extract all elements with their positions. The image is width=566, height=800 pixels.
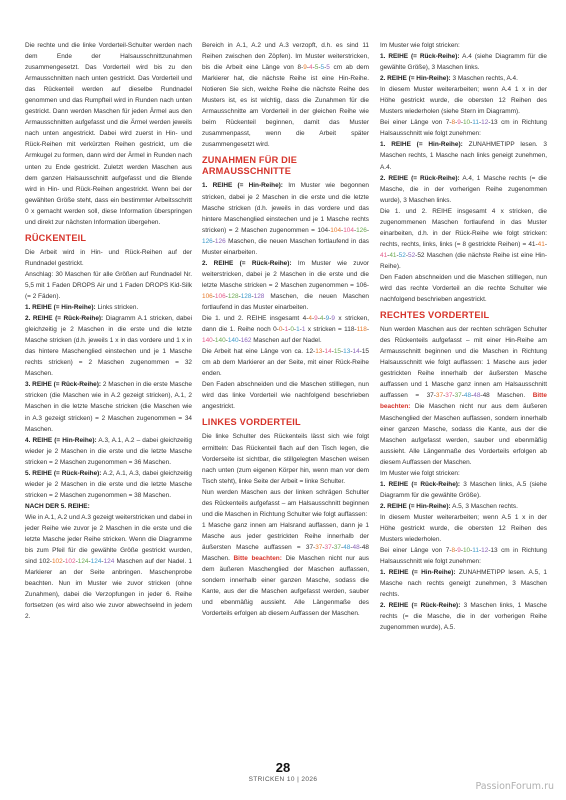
size-value: 104 — [330, 226, 342, 234]
text-run: - — [301, 64, 304, 72]
attention-note: Bitte beachten: — [233, 554, 282, 562]
size-value: 140 — [227, 337, 239, 345]
size-value: 37 — [324, 543, 332, 551]
paragraph — [380, 206, 547, 272]
size-value: 10 — [462, 547, 471, 555]
size-value: 37 — [333, 543, 342, 551]
paragraph — [202, 346, 369, 379]
text-run: A.5, 3 Maschen rechts. — [450, 502, 518, 510]
watermark: PassionForum.ru — [475, 781, 554, 792]
text-run: - — [415, 251, 418, 259]
text-run: Bei einer Länge von — [380, 547, 446, 555]
text-run: - — [212, 337, 215, 345]
text-run: - — [276, 326, 279, 334]
size-value: 126 — [214, 237, 226, 245]
paragraph — [202, 487, 369, 520]
text-run: - — [350, 543, 353, 551]
text-column-2 — [202, 40, 369, 619]
size-value: 102 — [64, 558, 76, 566]
text-run: - — [238, 337, 241, 345]
text-run: - — [433, 392, 436, 400]
size-value: 1 — [296, 326, 300, 334]
paragraph — [380, 600, 547, 633]
text-run: - — [306, 64, 309, 72]
text-run: - — [353, 226, 357, 234]
size-value: 140 — [214, 337, 226, 345]
paragraph — [202, 180, 369, 257]
text-run: In diesem Muster weiterarbeiten; wenn A.4 1 x in der Höhe gestrickt wurde, die obersten 12 Reihen des Musters wiederholen (siehe Stern im Diagramm). — [380, 86, 547, 116]
row-label: 2. REIHE (= Rück-Reihe): — [380, 602, 461, 610]
text-run: 3 Maschen links, A.5 (siehe Diagramm für die gewählte Größe). — [380, 480, 547, 499]
magazine-issue-label: STRICKEN 10 | 2026 — [248, 776, 318, 783]
size-value: 5 — [314, 64, 319, 72]
text-run: - — [478, 547, 482, 555]
size-value: 4 — [309, 64, 313, 72]
size-value: 0 — [273, 326, 277, 334]
text-run: - — [544, 240, 547, 248]
text-run: - — [299, 326, 302, 334]
text-run: - — [62, 558, 65, 566]
size-value: 52 — [407, 251, 416, 259]
row-label: 2. REIHE (= Rück-Reihe): — [380, 174, 460, 182]
text-run: Die 1. und 2. REIHE insgesamt 4 x stricken, die zugenommenen Maschen fortlaufend in das Muster einarbeiten, d.h. in der Rück-Reihe wie folgt stricken: rechts, rechts, links, links (= 8 gestrickte Reihen) = — [380, 207, 547, 248]
size-value: 52 — [398, 251, 406, 259]
text-run: Anschlag: 30 Maschen für alle Größen auf Rundnadel Nr. 5,5 mit 1 Faden DROPS Air und 1 Faden DROPS Kid-Silk (= 2 Fäden). — [25, 270, 192, 300]
size-value: 124 — [103, 558, 115, 566]
text-run: - — [405, 251, 408, 259]
size-value: 128 — [253, 292, 265, 300]
text-run: Links stricken. — [95, 304, 139, 312]
text-run: - — [366, 226, 369, 234]
text-run: - — [449, 547, 452, 555]
size-value: 12 — [481, 119, 489, 127]
text-run: - — [359, 348, 362, 356]
size-value: 126 — [202, 237, 213, 245]
text-run: - — [88, 558, 91, 566]
row-label: 1. REIHE (= Hin-Reihe): — [25, 304, 96, 312]
size-value: 4 — [302, 315, 307, 323]
paragraph — [380, 272, 547, 305]
size-value: 13 — [315, 348, 323, 356]
text-run: - — [387, 251, 390, 259]
text-run: - — [350, 348, 353, 356]
size-value: 5 — [326, 64, 330, 72]
text-run: - — [331, 348, 334, 356]
text-run: A.2, A.1, A.3, dabei gleichzeitig wieder je 2 Maschen in die erste und die letzte Masche stricken = 2 Maschen zugenommen = 38 Maschen. — [25, 469, 193, 499]
text-run: - — [225, 337, 228, 345]
text-run: - — [460, 119, 463, 127]
text-run: Maschen auf der Nadel. 1 Markierer an der Seite anbringen. Maschenprobe beachten. Nun im Muster wie zuvor stricken (ohne Zunahmen), dabei die Verzopfungen in jeder 6. Reihe fortsetzen (es wird also wie zuvor abwechselnd in jedem 2. — [25, 558, 192, 621]
text-run: 1 Masche ganz innen am Halsrand auffassen, dann je 1 Masche aus jeder gestrickten Reihe innerhalb der äußersten Masche auffassen = — [202, 521, 369, 551]
row-label: 4. REIHE (= Hin-Reihe): — [25, 436, 97, 444]
paragraph — [380, 545, 547, 567]
size-value: 37 — [435, 392, 444, 400]
paragraph — [25, 313, 192, 379]
text-run: - — [396, 251, 399, 259]
text-run: Den Faden abschneiden und die Maschen stilllegen, nun wird das rechte Vorderteil an die rechte Schulter wie nachfolgend beschrieben angestrickt. — [380, 273, 547, 304]
text-run: - — [324, 64, 327, 72]
text-run: Diagramm A.1 stricken, dabei gleichzeitig je 2 Maschen in die erste und die letzte Masche stricken (d.h. jeweils 1 x in das vordere und 1 x in das hintere Maschenglied einstechen und je 1 Masche rechts stricken) = 2 Maschen zugenommen = 32 Maschen. — [25, 315, 193, 378]
text-run: - — [317, 315, 320, 323]
text-run: Die Arbeit hat eine Länge von ca. — [202, 348, 306, 356]
size-value: 8 — [451, 119, 456, 127]
text-run: Bei einer Länge von — [380, 119, 446, 127]
size-value: 4 — [308, 315, 312, 323]
size-value: 9 — [331, 315, 335, 323]
text-run: Maschen, die neuen Maschen fortlaufend in das Muster einarbeiten. — [202, 237, 369, 256]
paragraph — [202, 379, 369, 412]
size-value: 9 — [457, 119, 461, 127]
text-run: - — [238, 292, 241, 300]
size-value: 5 — [320, 64, 325, 72]
text-run: cm in Richtung Halsausschnitt wie folgt zunehmen: — [380, 119, 547, 138]
text-run: Maschen (die nächste Reihe ist eine Hin-Reihe). — [380, 251, 547, 270]
text-run: - — [331, 543, 334, 551]
text-run: - — [359, 543, 362, 551]
text-run: - — [225, 292, 228, 300]
row-label: 1. REIHE (= Hin-Reihe): — [202, 182, 283, 190]
text-run: - — [306, 315, 309, 323]
row-label: 5. REIHE (= Rück-Reihe): — [25, 469, 102, 477]
size-value: 7 — [445, 119, 450, 127]
row-label: 2. REIHE (= Rück-Reihe): — [202, 259, 292, 267]
row-label: NACH DER 5. REIHE: — [25, 502, 90, 510]
text-run: - — [470, 119, 473, 127]
text-run: - — [212, 237, 215, 245]
text-run: Nun werden Maschen aus der linken schrägen Schulter des Rückenteils aufgefasst – am Halsausschnitt beginnen und die Maschen in Richtung Schulter wie folgt auffassen: — [202, 488, 369, 518]
text-run: - — [328, 226, 331, 234]
text-run: Im Muster wie folgt stricken: — [380, 469, 460, 477]
text-run: - — [101, 558, 104, 566]
text-run: A.3, A.1, A.2 – dabei gleichzeitig wieder je 2 Maschen in die erste und die letzte Masche stricken = 2 Maschen zugenommen = 36 Maschen. — [25, 436, 192, 466]
text-run: Im Muster wie zuvor weiterstricken, dabei je 2 Maschen in die erste und die letzte Masche stricken = 2 Maschen zugenommen = — [202, 259, 369, 289]
paragraph — [380, 139, 547, 172]
paragraph — [380, 501, 547, 512]
text-run: - — [488, 119, 491, 127]
paragraph — [380, 51, 547, 73]
text-run: - — [443, 392, 446, 400]
row-label: 2. REIHE (= Rück-Reihe): — [25, 315, 104, 323]
text-run: Die Maschen nicht nur aus dem äußeren Maschenglied der Maschen auffassen, sondern innerhalb einer ganzen Masche, sodass die Kante, aus der die Maschen aufgefasst werden, sauber und ebenmäßig aussieht. Alle Längenmaße des Vorderteils erfolgen ab diesem Auffassen der Maschen. — [202, 554, 369, 618]
section-heading: RÜCKENTEIL — [25, 232, 87, 243]
size-value: 11 — [472, 119, 479, 127]
paragraph — [380, 40, 547, 51]
text-run: - — [488, 547, 491, 555]
size-value: 13 — [343, 348, 351, 356]
size-value: 41 — [528, 240, 536, 248]
text-run: A.4, 1 Masche rechts (= die Masche, die in der vorherigen Reihe zugenommen wurde), 3 Maschen links. — [380, 174, 547, 204]
attention-note: Bitte beachten: — [380, 392, 547, 411]
row-label: 3. REIHE (= Rück-Reihe): — [25, 381, 102, 389]
text-run: x stricken, dann die 1. Reihe noch — [202, 315, 369, 334]
size-value: 106 — [202, 292, 213, 300]
size-value: 126 — [356, 226, 367, 234]
text-run: - — [322, 348, 325, 356]
text-run: Im Muster wie begonnen stricken, dabei je 2 Maschen in die erste und die letzte Masche stricken (d.h. jeweils in das vordere und das hintere Maschenglied einstechen und je 1 Masche rechts stricken) = 2 Maschen zugenommen = — [202, 182, 369, 234]
text-run: Maschen auf der Nadel. — [251, 337, 322, 345]
text-run: - — [341, 226, 344, 234]
size-value: 13 — [490, 119, 498, 127]
size-value: 13 — [490, 547, 498, 555]
size-value: 14 — [324, 348, 332, 356]
text-run: cm ab dem Markierer hat, die nächste Reihe ist eine Hin-Reihe. Notieren Sie sich, welche Reihe die nächste Reihe des Musters ist, es ist wichtig, dass die Zunahmen für die Armausschnitte am Vorderteil in der gleichen Reihe wie beim Rückenteil beginnen, damit das Muster zusammenpasst, wenn die Arbeit später zusammengesetzt wird. — [202, 64, 369, 149]
size-value: 9 — [325, 315, 330, 323]
text-run: Maschen. — [202, 554, 234, 562]
size-value: 15 — [333, 348, 342, 356]
size-value: 37 — [454, 392, 462, 400]
size-value: 124 — [77, 558, 89, 566]
text-run: - — [471, 392, 474, 400]
paragraph — [380, 73, 547, 84]
section-heading: ZUNAHMEN FÜR DIE ARMAUSSCHNITTE — [202, 155, 298, 177]
size-value: 48 — [482, 392, 490, 400]
text-run: ZUNAHMETIPP lesen. 3 Maschen rechts, 1 Masche nach links geneigt zunehmen, A.4. — [380, 141, 547, 171]
size-value: 124 — [90, 558, 102, 566]
size-value: 0 — [278, 326, 283, 334]
size-value: 162 — [240, 337, 252, 345]
size-value: 4 — [319, 315, 324, 323]
text-run: Maschen. — [489, 392, 533, 400]
row-label: 2. REIHE (= Hin-Reihe): — [380, 75, 451, 83]
text-run: In diesem Muster weiterarbeiten; wenn A.5 1 x in der Höhe gestrickt wurde, die obersten 12 Reihen des Musters wiederholen. — [380, 513, 547, 544]
text-run: - — [460, 547, 463, 555]
text-run: A.4 (siehe Diagramm für die gewählte Größe), 3 Maschen links. — [380, 53, 548, 72]
text-run: - — [449, 119, 452, 127]
text-run: Im Muster wie folgt stricken: — [380, 42, 460, 49]
paragraph — [202, 431, 369, 486]
text-run: - — [366, 281, 369, 289]
text-run: cm ab dem Markierer an der Seite, mit einer Rück-Reihe enden. — [202, 359, 369, 378]
text-run: - — [341, 348, 344, 356]
section-heading: RECHTES VORDERTEIL — [380, 310, 490, 321]
text-run: x stricken = — [305, 326, 345, 334]
text-run: 3 Maschen rechts, A.4. — [450, 75, 518, 83]
size-value: 10 — [462, 119, 471, 127]
size-value: 118 — [344, 326, 355, 334]
text-run: - — [313, 348, 316, 356]
size-value: 48 — [463, 392, 472, 400]
text-run: - — [312, 64, 315, 72]
size-value: 1 — [284, 326, 289, 334]
size-value: 7 — [445, 547, 450, 555]
text-run: - — [354, 326, 357, 334]
text-run: Den Faden abschneiden und die Maschen stilllegen, nun wird das linke Vorderteil wie nachfolgend beschrieben angestrickt. — [202, 381, 369, 411]
text-run: - — [293, 326, 297, 334]
size-value: 15 — [361, 348, 369, 356]
text-run: - — [455, 119, 458, 127]
text-column-1 — [25, 40, 192, 622]
text-run: - — [452, 392, 455, 400]
text-run: - — [318, 64, 321, 72]
size-value: 37 — [426, 392, 434, 400]
paragraph — [380, 479, 547, 501]
paragraph — [202, 313, 369, 346]
paragraph — [202, 258, 369, 313]
paragraph — [380, 324, 547, 468]
size-value: 128 — [227, 292, 239, 300]
text-run: - — [322, 543, 325, 551]
text-run: - — [478, 119, 482, 127]
paragraph — [25, 468, 192, 501]
size-value: 140 — [202, 337, 213, 345]
paragraph — [25, 501, 192, 512]
paragraph — [25, 302, 192, 313]
size-value: 48 — [361, 543, 369, 551]
text-run: Die 1. und 2. REIHE insgesamt — [202, 315, 303, 323]
paragraph — [25, 379, 192, 434]
row-label: 2. REIHE (= Hin-Reihe): — [380, 502, 451, 510]
text-run: - — [366, 326, 369, 334]
text-run: Maschen, die neuen Maschen fortlaufend in das Muster einarbeiten. — [202, 292, 369, 311]
size-value: 52 — [417, 251, 425, 259]
size-value: 48 — [343, 543, 351, 551]
text-run: Die Maschen nicht nur aus dem äußeren Maschenglied der Maschen auffassen, sondern innerhalb einer ganzen Masche, sodass die Kante, aus der die Maschen aufgefasst werden, sauber und ebenmäßig aussieht. Alle Längenmaße des Vorderteils erfolgen ab diesem Auffassen der Maschen. — [380, 403, 547, 466]
text-run: Die Arbeit wird in Hin- und Rück-Reihen auf der Rundnadel gestrickt. — [25, 248, 192, 267]
paragraph — [25, 435, 192, 468]
size-value: 104 — [343, 226, 354, 234]
size-value: 8 — [297, 64, 302, 72]
row-label: 1. REIHE (= Hin-Reihe): — [380, 569, 456, 577]
section-heading: LINKES VORDERTEIL — [202, 417, 301, 428]
text-run: - — [341, 543, 344, 551]
size-value: 102 — [51, 558, 63, 566]
size-value: 41 — [380, 251, 388, 259]
paragraph — [202, 520, 369, 619]
text-run: - — [282, 326, 285, 334]
paragraph — [25, 247, 192, 269]
text-run: - — [75, 558, 78, 566]
size-value: 12 — [481, 547, 489, 555]
paragraph — [380, 567, 547, 600]
text-run: - — [311, 315, 315, 323]
text-run: 2 Maschen in die erste Masche stricken (die Maschen wie in A.2 gezeigt stricken), A.1, 2 Maschen in die letzte Masche stricken (die Maschen wie in A.3 gezeigt stricken) = 2 Maschen zugenommen = 34 Maschen. — [25, 381, 192, 433]
size-value: 37 — [315, 543, 323, 551]
text-run: - — [49, 558, 52, 566]
size-value: 9 — [457, 547, 461, 555]
paragraph — [380, 173, 547, 206]
size-value: 12 — [305, 348, 314, 356]
text-run: - — [212, 292, 215, 300]
size-value: 9 — [314, 315, 318, 323]
text-run: Bereich in A.1, A.2 und A.3 verzopft, d.h. es sind 11 Reihen zwischen den Zöpfen). Im Muster weiterstricken, bis die Arbeit eine Länge von — [202, 42, 369, 72]
text-run: - — [329, 315, 332, 323]
page-number: 28 — [275, 760, 291, 775]
text-run: Wie in A.1, A.2 und A.3 gezeigt weiterstricken und dabei in jeder Reihe wie zuvor je 2 Maschen in die erste und die letzte Masche jeder Reihe stricken. Wenn die Diagramme bis zum Pfeil für die gewählte Größe gestrickt wurden, sind — [25, 513, 192, 566]
paragraph — [380, 84, 547, 117]
paragraph — [25, 40, 192, 228]
paragraph — [380, 117, 547, 139]
size-value: 104 — [317, 226, 329, 234]
text-run: - — [480, 392, 483, 400]
text-run: - — [323, 315, 326, 323]
text-run: Die rechte und die linke Vorderteil-Schulter werden nach dem Ende der Halsausschnittzunahmen zusammengesetzt. Das Vorderteil wird bis zu den Armausschnitten nach unten gestrickt. Das Vorderteil und das Rückenteil werden auf dieselbe Rundnadel genommen und das Rumpfteil wird in Runden nach unten gestrickt. Dann werden Maschen für jeden Ärmel aus den Armausschnitten aufgefasst und die Ärmel werden jeweils nach unten angestrickt. Dabei wird zuerst in Hin- und Rück-Reihen mit verkürzten Reihen gestrickt, um die Armkugel zu formen, dann wird der Ärmel in Runden nach unten zu Ende gestrickt. Zuletzt werden Maschen aus dem ganzen Halsausschnitt aufgefasst und die Blende wird in Hin- und Rück-Reihen angestrickt. Wenn bei der gewählten Größe steht, dass ein bestimmter Arbeitsschritt 0 x gemacht werden soll, diese Information überspringen und direkt zur nächsten Information übergehen. — [25, 42, 192, 226]
text-run: - — [313, 543, 316, 551]
size-value: 41 — [389, 251, 397, 259]
size-value: 106 — [356, 281, 367, 289]
text-run: cm in Richtung Halsausschnitt wie folgt zunehmen: — [380, 547, 547, 566]
size-value: 37 — [445, 392, 453, 400]
size-value: 41 — [537, 240, 545, 248]
paragraph — [25, 269, 192, 302]
text-run: 3 Maschen links, 1 Masche rechts (= die Masche, die in der vorherigen Reihe zugenommen wurde), A.5. — [380, 602, 548, 632]
text-run: - — [535, 240, 538, 248]
size-value: 106 — [214, 292, 226, 300]
row-label: 1. REIHE (= Hin-Reihe): — [380, 141, 463, 149]
size-value: 102 — [39, 558, 50, 566]
paragraph — [380, 512, 547, 545]
text-run: ZUNAHMETIPP lesen. A.5, 1 Masche nach rechts geneigt zunehmen, 3 Maschen rechts. — [380, 569, 547, 599]
paragraph — [25, 512, 192, 622]
text-column-3 — [380, 40, 547, 633]
size-value: 118 — [356, 326, 367, 334]
text-run: - — [455, 547, 458, 555]
size-value: 11 — [472, 547, 479, 555]
paragraph — [380, 468, 547, 479]
paragraph — [202, 40, 369, 150]
row-label: 1. REIHE (= Rück-Reihe): — [380, 480, 461, 488]
row-label: 1. REIHE (= Rück-Reihe): — [380, 53, 460, 61]
size-value: 48 — [352, 543, 360, 551]
size-value: 37 — [305, 543, 314, 551]
size-value: 9 — [303, 64, 307, 72]
size-value: 128 — [240, 292, 252, 300]
text-run: - — [288, 326, 291, 334]
size-value: 48 — [473, 392, 481, 400]
text-run: - — [461, 392, 464, 400]
text-run: - — [251, 292, 254, 300]
text-run: Nun werden Maschen aus der rechten schrägen Schulter des Rückenteils aufgefasst – mit einer Hin-Reihe am Armausschnitt beginnen und die Maschen in Richtung Halsausschnitt wie folgt auffassen: 1 Masche aus jeder gestrickten Reihe innerhalb der äußersten Masche auffassen und 1 Masche ganz innen am Halsausschnitt auffassen = — [380, 326, 547, 400]
size-value: 1 — [301, 326, 306, 334]
size-value: 14 — [352, 348, 360, 356]
size-value: 8 — [451, 547, 456, 555]
size-value: 0 — [290, 326, 294, 334]
text-run: Die linke Schulter des Rückenteils lässt sich wie folgt ermitteln: Das Rückenteil flach auf den Tisch legen, die Vorderseite ist sichtbar, die stillgelegten Maschen weisen nach unten (zum eigenen Körper hin, wenn man vor dem Tisch steht), linke Seite der Arbeit = linke Schulter. — [202, 433, 369, 485]
text-run: - — [470, 547, 473, 555]
